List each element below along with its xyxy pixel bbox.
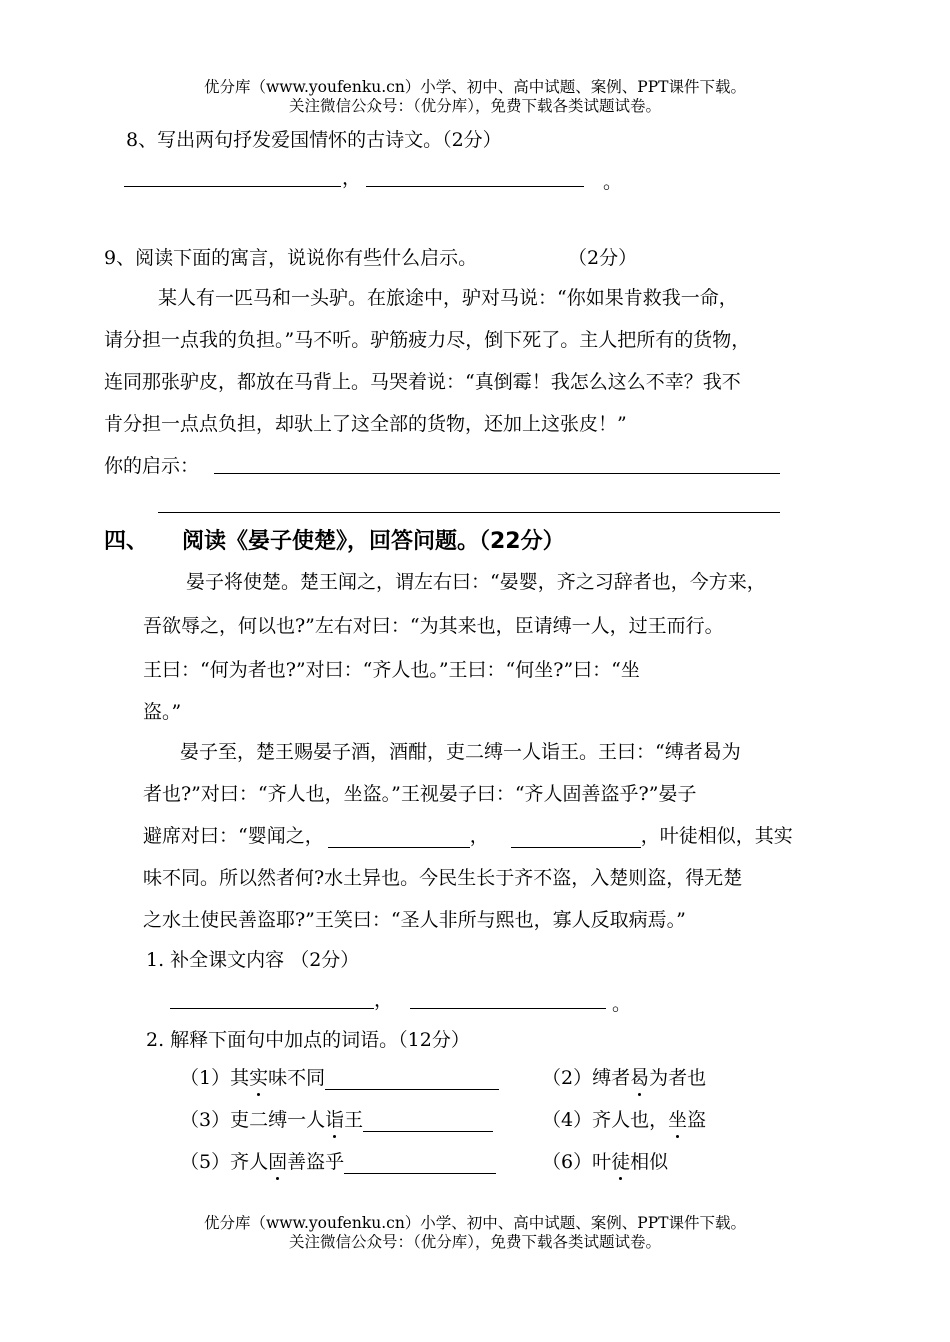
q2-item-3-dotted-word: 诣 <box>325 1109 345 1131</box>
q2-item-4 <box>542 1108 706 1132</box>
q2-item-3 <box>180 1108 493 1132</box>
header-line-1: 优分库（www.youfenku.cn）小学、初中、高中试题、案例、PPT课件下载。 <box>203 78 747 96</box>
q1-prompt: 1. 补全课文内容 （2分） <box>146 949 360 971</box>
q2-item-1-pre: 其 <box>230 1067 250 1089</box>
q1-answer-line-1[interactable] <box>170 1008 374 1009</box>
q8-comma: ， <box>342 167 362 189</box>
q2-item-6 <box>542 1150 668 1174</box>
q9-answer-line-1[interactable] <box>214 473 780 474</box>
passage-line-5: 晏子至，楚王赐晏子酒，酒酣，吏二缚一人诣王。王曰：“缚者曷为 <box>180 741 741 763</box>
q2-item-1-num: （1） <box>180 1067 231 1089</box>
q2-item-5 <box>180 1150 496 1174</box>
q2-item-4-post: 盗 <box>687 1109 707 1131</box>
q2-item-1-dotted-word: 实 <box>249 1067 269 1089</box>
q2-item-4-pre: 齐人也， <box>592 1109 669 1131</box>
q2-item-3-num: （3） <box>180 1109 231 1131</box>
q2-item-6-dotted-word: 徒 <box>611 1151 631 1173</box>
q9-answer-label: 你的启示： <box>104 455 200 477</box>
passage-fill-line <box>143 824 793 848</box>
q9-answer-line-2[interactable] <box>158 512 780 513</box>
passage-line-4: 盗。” <box>143 701 182 723</box>
q2-item-5-answer[interactable] <box>344 1153 496 1174</box>
q8-period: 。 <box>603 171 623 193</box>
q8-answer-line-2[interactable] <box>366 186 584 187</box>
passage-line-1: 晏子将使楚。楚王闻之，谓左右曰：“晏婴，齐之习辞者也，今方来， <box>186 571 766 593</box>
q2-item-6-pre: 叶 <box>592 1151 612 1173</box>
section4-number: 四、 <box>104 529 149 554</box>
section4-title: 阅读《晏子使楚》，回答问题。（22分） <box>182 529 565 554</box>
q2-prompt: 2. 解释下面句中加点的词语。（12分） <box>146 1029 470 1051</box>
header-line-2: 关注微信公众号：（优分库），免费下载各类试题试卷。 <box>288 97 661 115</box>
q1-answer-line-2[interactable] <box>410 1008 606 1009</box>
q2-item-5-pre: 齐人 <box>230 1151 269 1173</box>
footer-line-1: 优分库（www.youfenku.cn）小学、初中、高中试题、案例、PPT课件下载。 <box>203 1214 747 1232</box>
q2-item-2 <box>542 1066 706 1090</box>
q2-item-1-post: 味不同 <box>268 1067 326 1089</box>
q9-text-line-4: 肯分担一点点负担，却驮上了这全部的货物，还加上这张皮！” <box>104 413 627 435</box>
q2-item-3-post: 王 <box>344 1109 364 1131</box>
passage-blank-2[interactable] <box>511 827 641 848</box>
q2-item-4-dotted-word: 坐 <box>668 1109 688 1131</box>
q9-text-line-2: 请分担一点我的负担。”马不听。驴筋疲力尽，倒下死了。主人把所有的货物， <box>104 329 751 351</box>
passage-line-2: 吾欲辱之，何以也?”左右对曰：“为其来也，臣请缚一人，过王而行。 <box>143 615 724 637</box>
passage-fill-end: ，叶徒相似，其实 <box>640 825 793 847</box>
q2-item-6-post: 相似 <box>630 1151 669 1173</box>
q2-item-6-num: （6） <box>542 1151 593 1173</box>
passage-line-3: 王曰：“何为者也?”对曰：“齐人也。”王曰：“何坐?”曰：“坐 <box>143 659 640 681</box>
q2-item-4-num: （4） <box>542 1109 593 1131</box>
q9-score: （2分） <box>568 247 638 269</box>
q2-item-5-dotted-word: 固 <box>268 1151 288 1173</box>
passage-fill-start: 避席对曰：“婴闻之， <box>143 825 324 847</box>
q2-item-3-answer[interactable] <box>363 1111 493 1132</box>
q9-text-line-1: 某人有一匹马和一头驴。在旅途中，驴对马说：“你如果肯救我一命， <box>158 287 738 309</box>
q2-item-2-num: （2） <box>542 1067 593 1089</box>
q1-period: 。 <box>612 993 632 1015</box>
q2-item-2-dotted-word: 曷 <box>630 1067 650 1089</box>
q2-item-5-post: 善盗乎 <box>287 1151 345 1173</box>
q9-prompt: 9、阅读下面的寓言，说说你有些什么启示。 <box>104 247 478 269</box>
passage-line-8: 味不同。所以然者何?水土异也。今民生长于齐不盗，入楚则盗，得无楚 <box>143 867 743 889</box>
q8-answer-line-1[interactable] <box>124 186 341 187</box>
q8-prompt: 8、写出两句抒发爱国情怀的古诗文。（2分） <box>126 129 502 151</box>
q2-item-2-post: 为者也 <box>649 1067 707 1089</box>
q2-item-5-num: （5） <box>180 1151 231 1173</box>
q2-item-1-answer[interactable] <box>325 1069 499 1090</box>
q1-comma: ， <box>374 989 394 1011</box>
passage-fill-mid: ， <box>469 825 489 847</box>
passage-line-9: 之水土使民善盗耶?”王笑曰：“圣人非所与熙也，寡人反取病焉。” <box>143 909 686 931</box>
passage-blank-1[interactable] <box>328 827 470 848</box>
passage-line-6: 者也?”对曰：“齐人也，坐盗。”王视晏子曰：“齐人固善盗乎?”晏子 <box>143 783 697 805</box>
q2-item-1 <box>180 1066 499 1090</box>
q9-text-line-3: 连同那张驴皮，都放在马背上。马哭着说：“真倒霉！我怎么这么不幸？我不 <box>104 371 741 393</box>
q2-item-3-pre: 吏二缚一人 <box>230 1109 326 1131</box>
q2-item-2-pre: 缚者 <box>592 1067 631 1089</box>
footer-line-2: 关注微信公众号：（优分库），免费下载各类试题试卷。 <box>288 1233 661 1251</box>
